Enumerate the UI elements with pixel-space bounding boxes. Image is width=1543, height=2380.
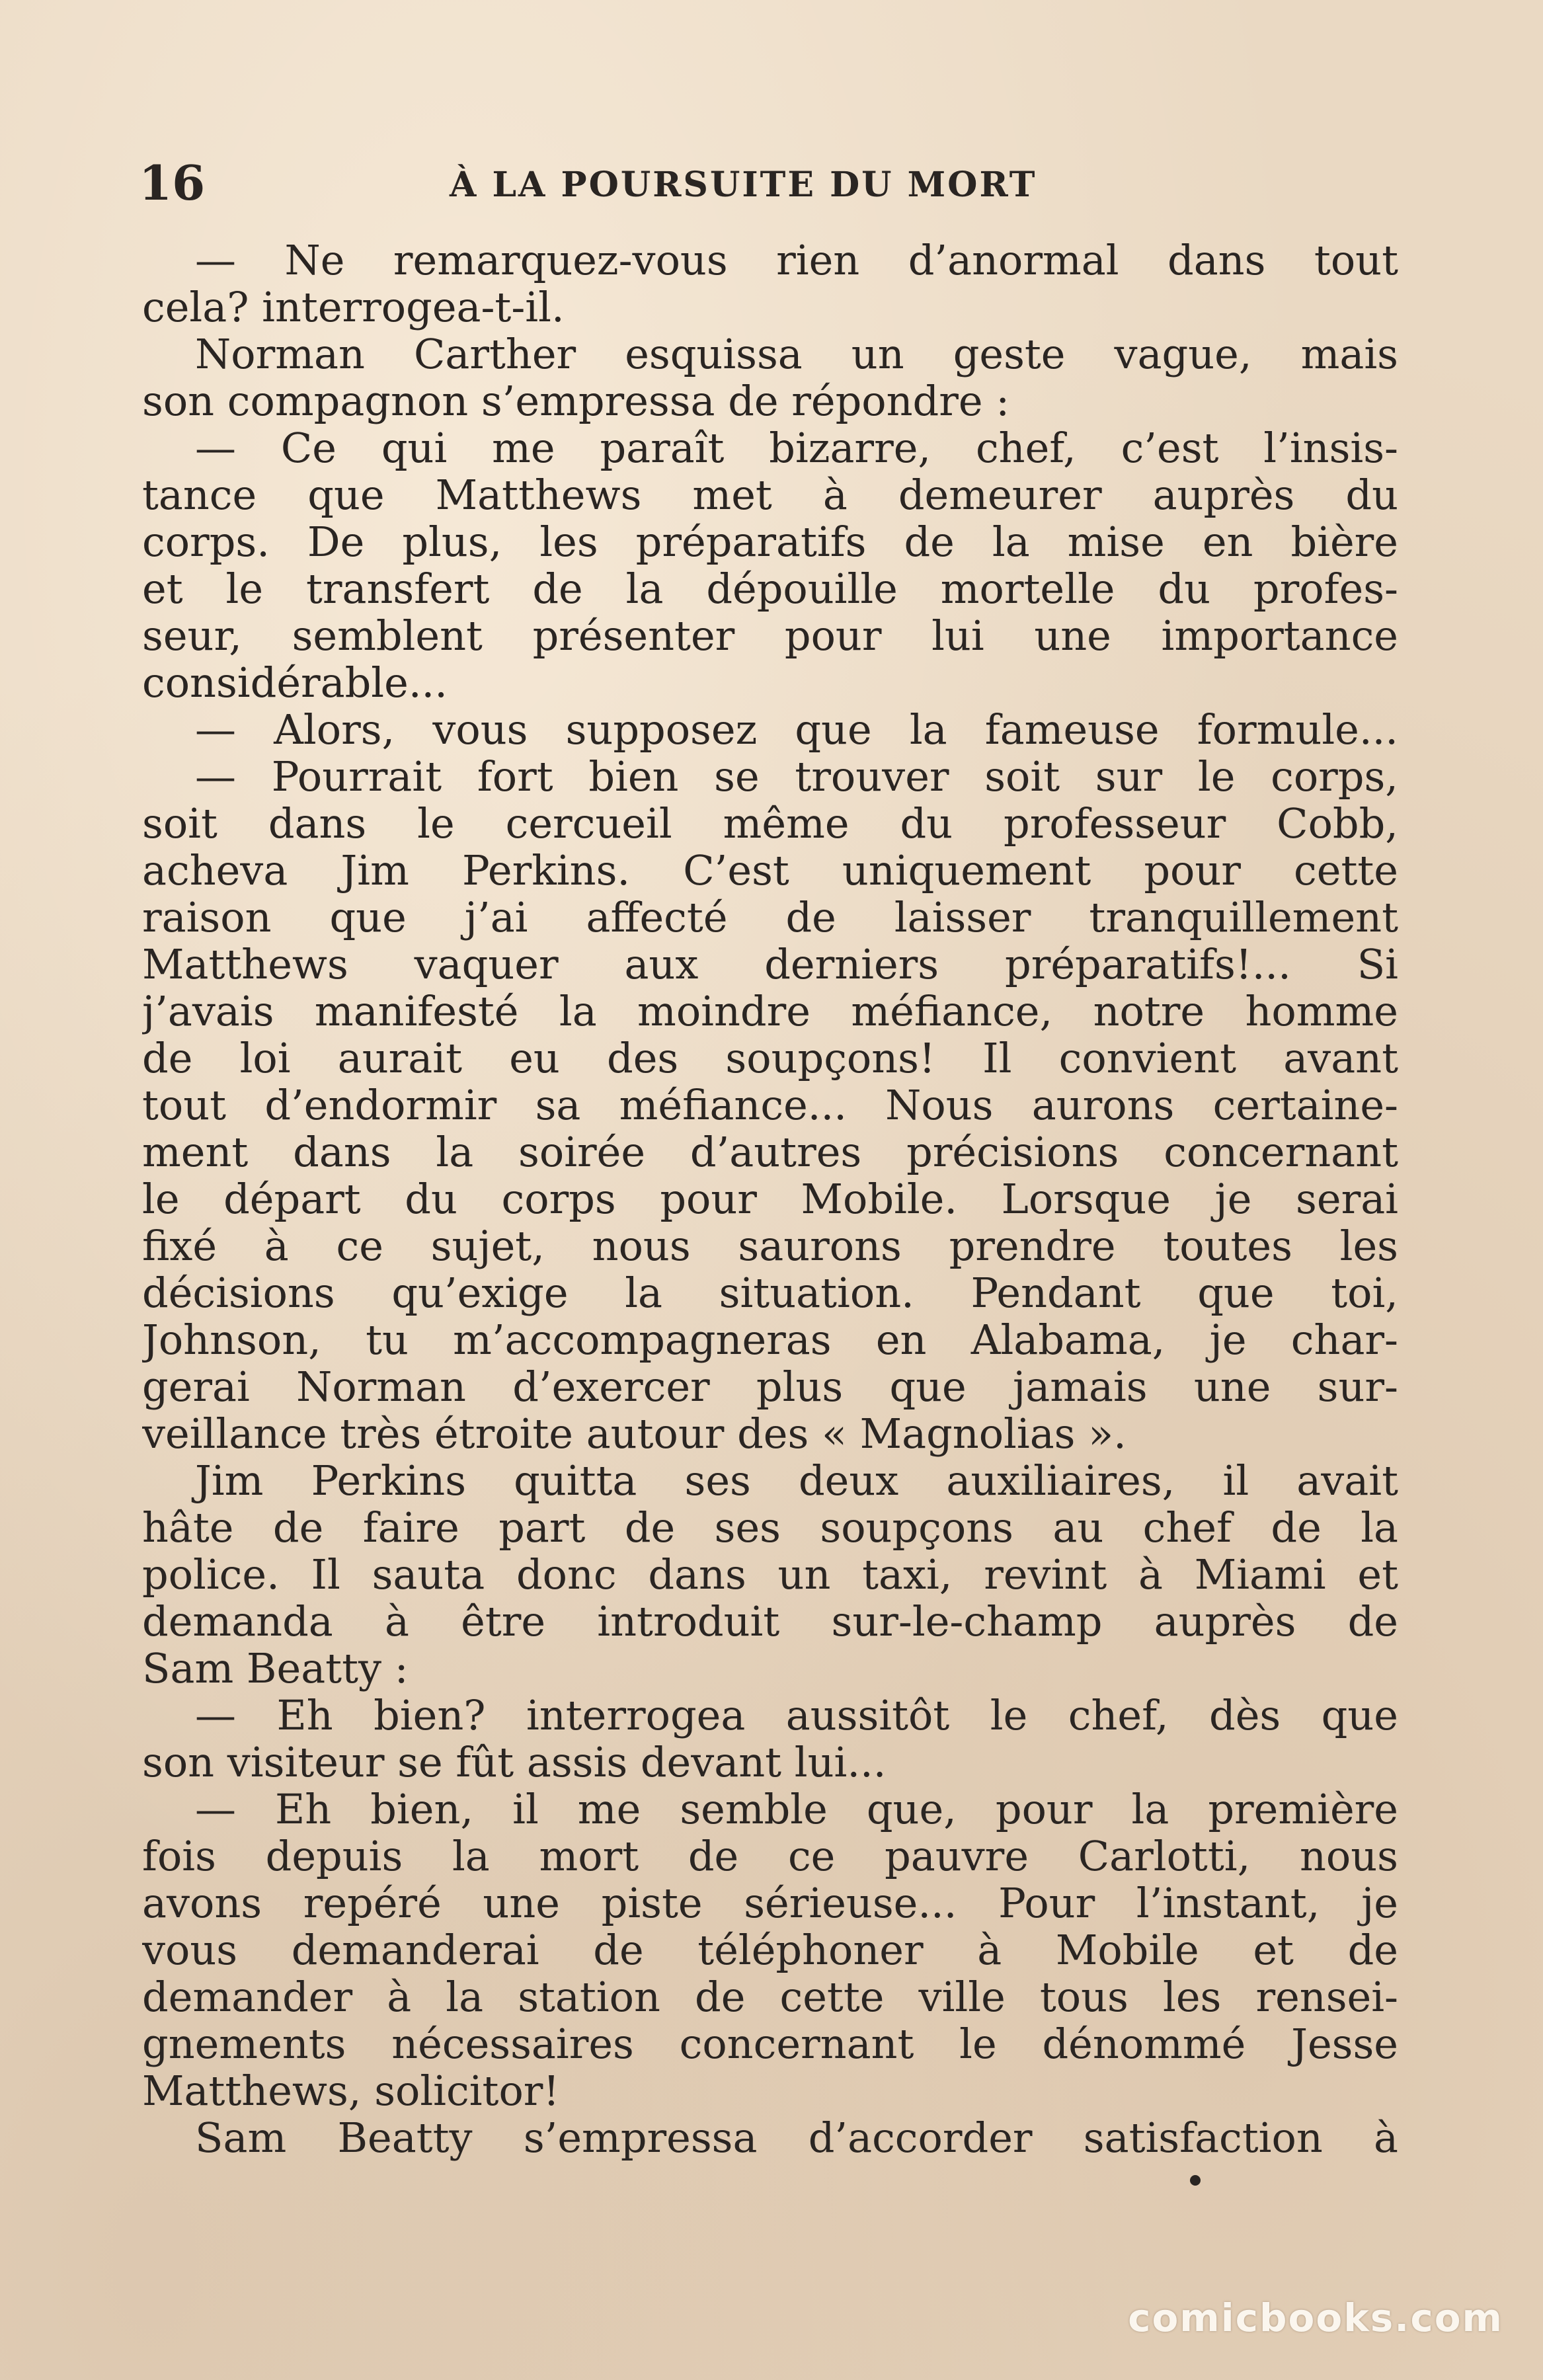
running-head [139, 153, 1395, 213]
text-line: acheva Jim Perkins. C’est uniquement pour cette [142, 847, 1398, 894]
text-line: j’avais manifesté la moindre méfiance, notre homme [142, 988, 1398, 1035]
text-line: Jim Perkins quitta ses deux auxiliaires, il avait [195, 1457, 1398, 1504]
text-line: Johnson, tu m’accompagneras en Alabama, je char- [142, 1316, 1398, 1363]
text-line: fixé à ce sujet, nous saurons prendre toutes les [142, 1222, 1398, 1269]
text-line: ment dans la soirée d’autres précisions concernant [142, 1129, 1398, 1175]
text-line: Matthews vaquer aux derniers préparatifs!... Si [142, 941, 1398, 988]
text-line: gerai Norman d’exercer plus que jamais une sur- [142, 1363, 1398, 1410]
text-line: raison que j’ai affecté de laisser tranquillement [142, 894, 1398, 941]
text-line: vous demanderai de téléphoner à Mobile et de [142, 1926, 1398, 1973]
ink-speck [1190, 2175, 1201, 2186]
running-title: À LA POURSUITE DU MORT [450, 165, 1037, 205]
text-line: tance que Matthews met à demeurer auprès du [142, 471, 1398, 518]
text-line: — Alors, vous supposez que la fameuse formule... [195, 706, 1398, 753]
text-line: — Eh bien, il me semble que, pour la première [195, 1786, 1398, 1833]
text-line: — Ce qui me paraît bizarre, chef, c’est l’insis- [195, 424, 1398, 471]
text-line: considérable... [142, 659, 448, 706]
text-line: et le transfert de la dépouille mortelle du profes- [142, 565, 1398, 612]
text-line: corps. De plus, les préparatifs de la mise en bière [142, 518, 1398, 565]
text-line: — Eh bien? interrogea aussitôt le chef, dès que [195, 1692, 1398, 1739]
text-line: son compagnon s’empressa de répondre : [142, 377, 1010, 424]
watermark: comicbooks.com [1128, 2295, 1503, 2340]
text-line: décisions qu’exige la situation. Pendant que toi, [142, 1269, 1398, 1316]
text-line: Norman Carther esquissa un geste vague, mais [195, 331, 1398, 377]
page-number: 16 [139, 155, 206, 211]
text-line: soit dans le cercueil même du professeur Cobb, [142, 800, 1398, 847]
text-line: avons repéré une piste sérieuse... Pour l’instant, je [142, 1880, 1398, 1926]
body-text [142, 237, 1398, 2161]
text-line: demander à la station de cette ville tous les rensei- [142, 1973, 1398, 2020]
text-line: demanda à être introduit sur-le-champ auprès de [142, 1598, 1398, 1645]
text-line: gnements nécessaires concernant le dénommé Jesse [142, 2020, 1398, 2067]
text-line: seur, semblent présenter pour lui une importance [142, 612, 1398, 659]
text-line: police. Il sauta donc dans un taxi, revint à Miami et [142, 1551, 1398, 1598]
text-line: Matthews, solicitor! [142, 2067, 560, 2114]
text-line: tout d’endormir sa méfiance... Nous aurons certaine- [142, 1082, 1398, 1129]
text-line: veillance très étroite autour des « Magnolias ». [142, 1410, 1127, 1457]
text-line: — Ne remarquez-vous rien d’anormal dans tout [195, 237, 1398, 284]
text-line: hâte de faire part de ses soupçons au chef de la [142, 1504, 1398, 1551]
text-line: Sam Beatty : [142, 1645, 409, 1692]
text-line: cela? interrogea-t-il. [142, 284, 565, 331]
text-line: fois depuis la mort de ce pauvre Carlotti, nous [142, 1833, 1398, 1880]
text-line: — Pourrait fort bien se trouver soit sur le corps, [195, 753, 1398, 800]
text-line: Sam Beatty s’empressa d’accorder satisfaction à [195, 2114, 1398, 2161]
text-line: de loi aurait eu des soupçons! Il convient avant [142, 1035, 1398, 1082]
text-line: le départ du corps pour Mobile. Lorsque je serai [142, 1175, 1398, 1222]
text-line: son visiteur se fût assis devant lui... [142, 1739, 887, 1786]
